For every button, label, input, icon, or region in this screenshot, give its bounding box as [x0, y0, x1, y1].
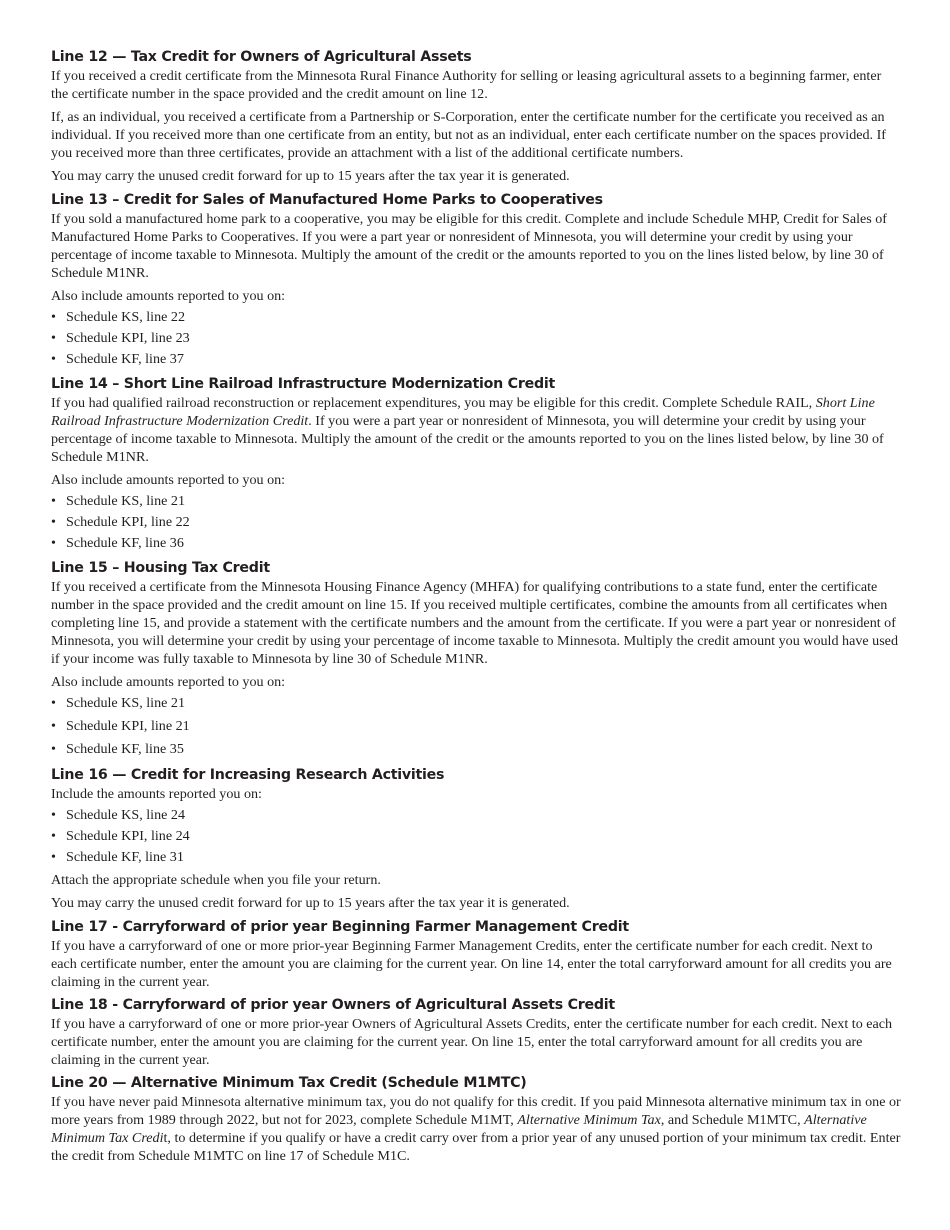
schedule-list — [51, 806, 901, 866]
paragraph: If you have a carryforward of one or more prior-year Beginning Farmer Management Credits, enter the certificate number for each credit. Next to each certificate number, enter the amount you are claiming for the current year. On line 14, enter the total carryforward amount for all credits you are claiming in the current year. — [51, 938, 892, 990]
list-item: • Schedule KS, line 21 — [51, 695, 185, 711]
bullet-icon: • — [51, 828, 56, 844]
paragraph: You may carry the unused credit forward for up to 15 years after the tax year it is generated. — [51, 895, 570, 911]
bullet-icon: • — [51, 718, 56, 734]
bullet-icon: • — [51, 807, 56, 823]
list-item: • Schedule KPI, line 22 — [51, 514, 190, 530]
paragraph: You may carry the unused credit forward for up to 15 years after the tax year it is generated. — [51, 168, 570, 184]
section-line-16 — [51, 766, 901, 912]
bullet-icon: • — [51, 493, 56, 509]
list-item: • Schedule KF, line 31 — [51, 849, 184, 865]
section-heading: Line 13 – Credit for Sales of Manufactured Home Parks to Cooperatives — [51, 192, 603, 208]
paragraph: Also include amounts reported to you on: — [51, 288, 286, 304]
section-heading: Line 17 - Carryforward of prior year Beginning Farmer Management Credit — [51, 919, 629, 935]
section-line-13 — [51, 191, 901, 368]
schedule-list — [51, 308, 901, 368]
section-heading: Line 12 — Tax Credit for Owners of Agricultural Assets — [51, 49, 472, 65]
section-line-14 — [51, 375, 901, 552]
section-heading: Line 16 — Credit for Increasing Research Activities — [51, 767, 445, 783]
section-heading: Line 15 – Housing Tax Credit — [51, 560, 270, 576]
bullet-icon: • — [51, 741, 56, 757]
list-item: • Schedule KPI, line 24 — [51, 828, 190, 844]
instructions-page — [51, 48, 901, 1165]
paragraph: If you had qualified railroad reconstruction or replacement expenditures, you may be eligible for this credit. Complete Schedule RAIL, Short Line Railroad Infrastructure Modernization Credit. If you were a part year or nonresident of Minnesota, you will determine your credit by using your percentage of income taxable to Minnesota. Multiply the amount of the credit or the amounts reported to you on the lines listed below, by line 30 of Schedule M1NR. — [51, 395, 884, 465]
paragraph: If you have a carryforward of one or more prior-year Owners of Agricultural Assets Credits, enter the certificate number for each credit. Next to each certificate number, enter the amount you are claiming for the current year. On line 15, enter the total carryforward amount for all credits you are claiming in the current year. — [51, 1016, 893, 1068]
section-line-15 — [51, 559, 901, 758]
paragraph: Attach the appropriate schedule when you file your return. — [51, 872, 381, 888]
list-item: • Schedule KS, line 22 — [51, 309, 185, 325]
bullet-icon: • — [51, 309, 56, 325]
list-item: • Schedule KF, line 37 — [51, 351, 184, 367]
list-item: • Schedule KF, line 35 — [51, 741, 184, 757]
bullet-icon: • — [51, 535, 56, 551]
paragraph: If you received a certificate from the Minnesota Housing Finance Agency (MHFA) for qualifying contributions to a state fund, enter the certificate number in the space provided and the credit amount on line 15. If you received multiple certificates, combine the amounts from all certificates when completing line 15, and provide a statement with the certificate numbers and the amount from the certificate. If you were a part year or nonresident of Minnesota, you will determine your credit by using your percentage of income taxable to Minnesota. Multiply the credit amount you would have used if your income was fully taxable to Minnesota by line 30 of Schedule M1NR. — [51, 579, 898, 667]
paragraph: If you received a credit certificate from the Minnesota Rural Finance Authority for selling or leasing agricultural assets to a beginning farmer, enter the certificate number in the space provided and the credit amount on line 12. — [51, 68, 882, 102]
bullet-icon: • — [51, 695, 56, 711]
section-heading: Line 18 - Carryforward of prior year Owners of Agricultural Assets Credit — [51, 997, 615, 1013]
paragraph: If you sold a manufactured home park to a cooperative, you may be eligible for this credit. Complete and include Schedule MHP, Credit for Sales of Manufactured Home Parks to Cooperatives. If you were a part year or nonresident of Minnesota, you will determine your credit by using your percentage of income taxable to Minnesota. Multiply the amount of the credit or the amounts reported to you on the lines listed below, by line 30 of Schedule M1NR. — [51, 211, 887, 281]
list-item: • Schedule KS, line 24 — [51, 807, 185, 823]
list-item: • Schedule KPI, line 23 — [51, 330, 190, 346]
bullet-icon: • — [51, 514, 56, 530]
section-heading: Line 14 – Short Line Railroad Infrastructure Modernization Credit — [51, 376, 556, 392]
paragraph: Include the amounts reported you on: — [51, 786, 262, 802]
paragraph: Also include amounts reported to you on: — [51, 674, 286, 690]
schedule-list — [51, 694, 901, 758]
paragraph: If you have never paid Minnesota alternative minimum tax, you do not qualify for this credit. If you paid Minnesota alternative minimum tax in one or more years from 1989 through 2022, but not for 2023, complete Schedule M1MT, Alternative Minimum Tax, and Schedule M1MTC, Alternative Minimum Tax Credit, to determine if you qualify or have a credit carry over from a prior year of any unused portion of your minimum tax credit. Enter the credit from Schedule M1MTC on line 17 of Schedule M1C. — [51, 1094, 901, 1164]
bullet-icon: • — [51, 849, 56, 865]
list-item: • Schedule KPI, line 21 — [51, 718, 190, 734]
section-line-12 — [51, 48, 901, 185]
section-line-20 — [51, 1074, 901, 1165]
paragraph: Also include amounts reported to you on: — [51, 472, 286, 488]
section-line-18 — [51, 996, 901, 1069]
section-line-17 — [51, 918, 901, 991]
schedule-list — [51, 492, 901, 552]
bullet-icon: • — [51, 351, 56, 367]
list-item: • Schedule KF, line 36 — [51, 535, 184, 551]
bullet-icon: • — [51, 330, 56, 346]
list-item: • Schedule KS, line 21 — [51, 493, 185, 509]
paragraph: If, as an individual, you received a certificate from a Partnership or S-Corporation, enter the certificate number for the certificate you received as an individual. If you received more than one certificate from an entity, but not as an individual, enter each certificate number on the spaces provided. If you received more than three certificates, provide an attachment with a list of the additional certificate numbers. — [51, 109, 886, 161]
section-heading: Line 20 — Alternative Minimum Tax Credit (Schedule M1MTC) — [51, 1075, 527, 1091]
